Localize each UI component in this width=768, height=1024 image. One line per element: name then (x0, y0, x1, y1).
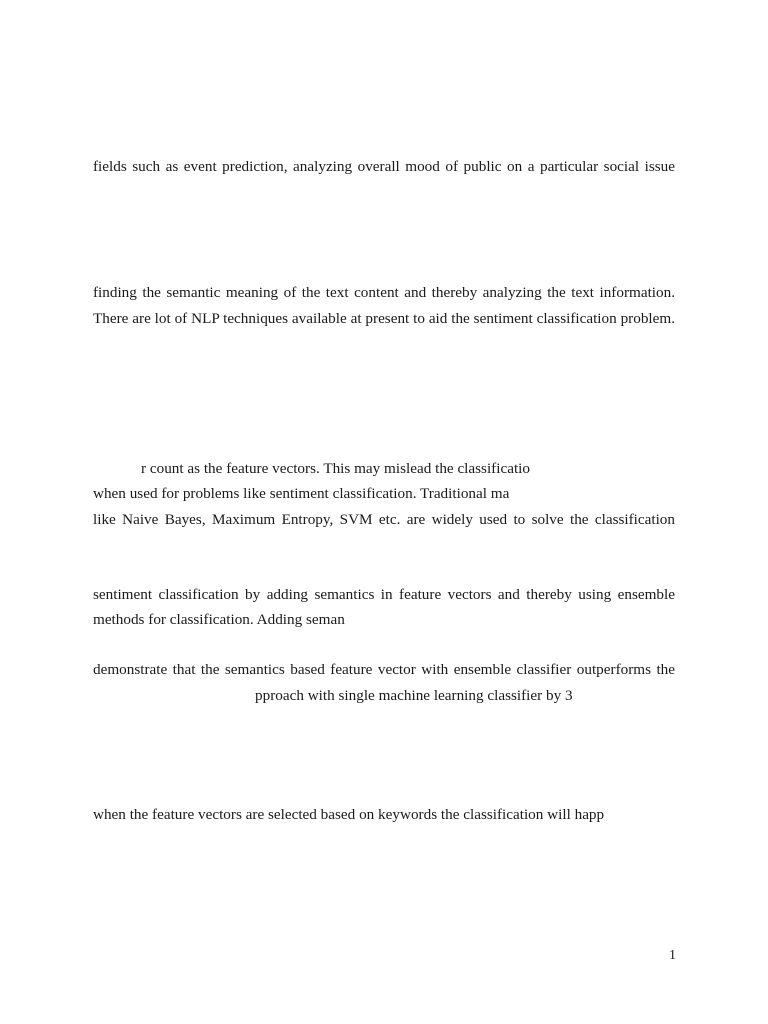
text-line-1: fields such as event prediction, analyzing overall mood of public on a particular social issue (93, 158, 675, 175)
text-line-4: r count as the feature vectors. This may mislead the classificatio (141, 460, 530, 477)
text-line-9: demonstrate that the semantics based feature vector with ensemble classifier outperforms the (93, 661, 675, 678)
text-line-11: when the feature vectors are selected based on keywords the classification will happ (93, 806, 605, 823)
text-line-3: There are lot of NLP techniques available at present to aid the sentiment classification problem. (93, 310, 675, 327)
text-line-5: when used for problems like sentiment classification. Traditional ma (93, 485, 510, 502)
text-line-6: like Naive Bayes, Maximum Entropy, SVM etc. are widely used to solve the classification (93, 511, 675, 528)
text-line-2: finding the semantic meaning of the text content and thereby analyzing the text information. (93, 284, 675, 301)
text-line-8: methods for classification. Adding seman (93, 611, 345, 628)
text-line-10: pproach with single machine learning classifier by 3 (255, 687, 573, 704)
page-number: 1 (669, 948, 676, 963)
text-line-7: sentiment classification by adding semantics in feature vectors and thereby using ensemble (93, 586, 675, 603)
